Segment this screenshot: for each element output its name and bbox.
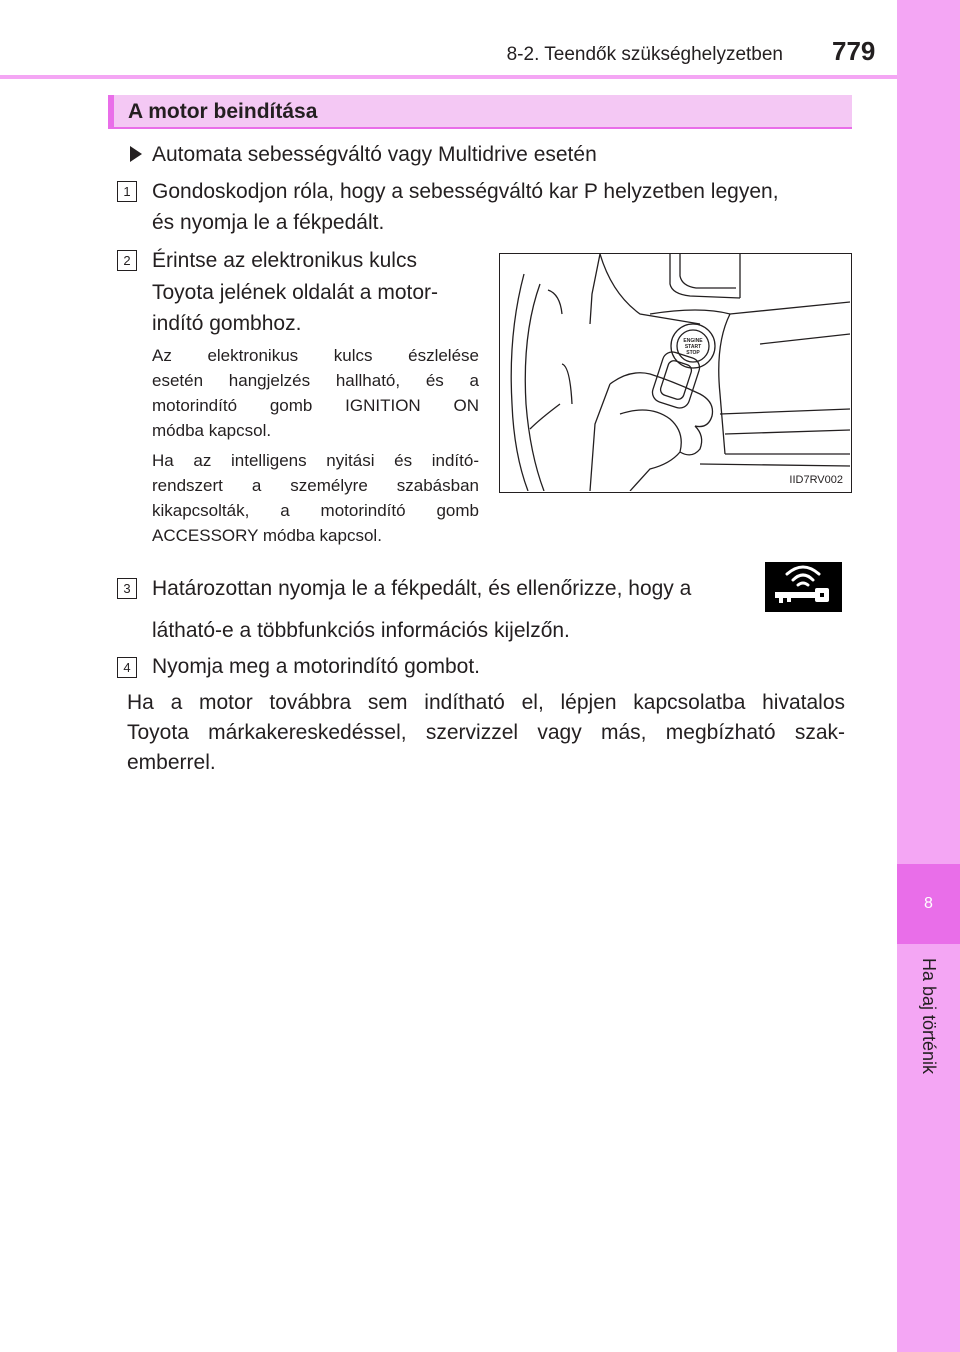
page-number: 779 [832, 36, 876, 66]
closing-line-1: Ha a motor továbbra sem indítható el, lépjen kapcsolatba hivatalos [127, 691, 845, 714]
note-2-line-3: kikapcsolták, a motorindító gomb [152, 501, 479, 520]
chapter-title: Ha baj történik [919, 958, 939, 1075]
step-number-4: 4 [117, 657, 137, 678]
note-2-line-4: ACCESSORY módba kapcsol. [152, 526, 382, 545]
button-text-engine: ENGINE [683, 338, 703, 344]
intro-condition: Automata sebességváltó vagy Multidrive esetén [152, 143, 597, 166]
step-4-line-1: Nyomja meg a motorindító gombot. [152, 655, 480, 678]
figure-code: IID7RV002 [789, 474, 843, 486]
hand-holding-key-illustration [500, 254, 850, 491]
note-2-line-1: Ha az intelligens nyitási és indító- [152, 451, 479, 470]
step-1-line-1: Gondoskodjon róla, hogy a sebességváltó kar P helyzetben legyen, [152, 180, 779, 203]
figure-key-to-start-button [499, 253, 852, 493]
note-1-line-1: Az elektronikus kulcs észlelése [152, 346, 479, 365]
closing-line-2: Toyota márkakereskedéssel, szervizzel vagy más, megbízható szak- [127, 721, 845, 744]
step-3-line-2: látható-e a többfunkciós információs kijelzőn. [152, 619, 570, 642]
step-number-1: 1 [117, 181, 137, 202]
step-3-line-1: Határozottan nyomja le a fékpedált, és ellenőrizze, hogy a [152, 577, 692, 600]
section-heading [108, 95, 852, 129]
triangle-bullet-icon [130, 146, 142, 162]
step-2-line-3: indító gombhoz. [152, 312, 302, 335]
step-2-line-2: Toyota jelének oldalát a motor- [152, 281, 438, 304]
chapter-side-tab [897, 0, 960, 1352]
header-rule [0, 75, 897, 79]
step-1-line-2: és nyomja le a fékpedált. [152, 211, 385, 234]
note-1-line-3: motorindító gomb IGNITION ON [152, 396, 479, 415]
button-text-start: START [684, 344, 702, 350]
header-section-title: 8-2. Teendők szükséghelyzetben [506, 44, 783, 65]
note-1-line-4: módba kapcsol. [152, 421, 272, 440]
closing-line-3: emberrel. [127, 751, 216, 774]
step-2-line-1: Érintse az elektronikus kulcs [152, 249, 417, 272]
key-with-signal-icon [765, 562, 842, 612]
chapter-number: 8 [897, 864, 960, 944]
note-1-line-2: esetén hangjelzés hallható, és a [152, 371, 479, 390]
step-number-3: 3 [117, 578, 137, 599]
step-number-2: 2 [117, 250, 137, 271]
note-2-line-2: rendszert a személyre szabásban [152, 476, 479, 495]
button-text-stop: STOP [686, 350, 700, 356]
section-heading-text: A motor beindítása [128, 100, 318, 123]
